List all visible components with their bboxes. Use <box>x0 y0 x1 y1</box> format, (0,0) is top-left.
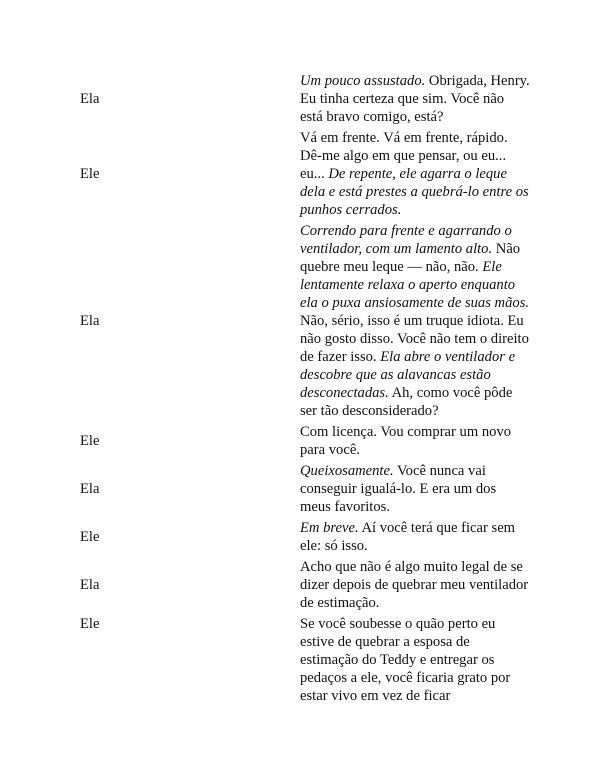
stage-direction: Correndo para frente e agarrando o ventilador, com um lamento alto. <box>300 223 512 257</box>
spoken-line: Não quebre meu leque — não, não. <box>300 241 521 275</box>
spoken-line: Se você soubesse o quão perto eu estive de quebrar a esposa de estimação do Teddy e entregar os pedaços a ele, você ficaria grato por estar vivo em vez de ficar <box>300 616 511 704</box>
dialogue-row <box>0 462 600 516</box>
stage-direction: Em breve. <box>300 520 359 536</box>
spoken-line: Aí você terá que ficar sem ele: só isso. <box>300 520 516 554</box>
spoken-line: Vá em frente. Vá em frente, rápido. Dê-me algo em que pensar, ou eu... eu... <box>300 130 508 182</box>
speech-text <box>300 558 530 612</box>
stage-direction: Ela abre o ventilador e descobre que as alavancas estão desconectadas. <box>300 349 516 401</box>
stage-direction: De repente, ele agarra o leque dela e está prestes a quebrá-lo entre os punhos cerrados. <box>300 166 529 218</box>
spoken-line: Não, sério, isso é um truque idiota. Eu não gosto disso. Você não tem o direito de fazer isso. <box>300 313 529 365</box>
speaker-name: Ele <box>80 433 100 449</box>
speaker-name: Ele <box>80 529 100 545</box>
speaker-name: Ele <box>80 166 100 182</box>
dialogue-row <box>0 222 600 420</box>
speech-text <box>300 615 530 705</box>
spoken-line: Acho que não é algo muito legal de se dizer depois de quebrar meu ventilador de estimação. <box>300 559 529 611</box>
dialogue-row <box>0 519 600 555</box>
stage-direction: Um pouco assustado. <box>300 73 426 89</box>
speech-text <box>300 72 530 126</box>
speaker-name: Ela <box>80 313 100 329</box>
spoken-line: Com licença. Vou comprar um novo para você. <box>300 424 512 458</box>
spoken-line: Obrigada, Henry. Eu tinha certeza que sim. Você não está bravo comigo, está? <box>300 73 530 125</box>
speech-text <box>300 222 530 420</box>
dialogue-row <box>0 558 600 612</box>
dialogue-row <box>0 423 600 459</box>
spoken-line: Ah, como você pôde ser tão desconsiderado? <box>300 385 513 419</box>
speaker-name: Ela <box>80 577 100 593</box>
speech-text <box>300 129 530 219</box>
speaker-name: Ela <box>80 481 100 497</box>
speaker-name: Ele <box>80 616 100 632</box>
speech-text <box>300 519 530 555</box>
stage-direction: Queixosamente. <box>300 463 394 479</box>
dialogue-row <box>0 129 600 219</box>
dialogue-list <box>0 72 600 708</box>
spoken-line: Você nunca vai conseguir igualá-lo. E era um dos meus favoritos. <box>300 463 497 515</box>
speech-text <box>300 462 530 516</box>
speaker-name: Ela <box>80 91 100 107</box>
stage-direction: Ele lentamente relaxa o aperto enquanto ela o puxa ansiosamente de suas mãos. <box>300 259 530 311</box>
dialogue-row <box>0 72 600 126</box>
dialogue-row <box>0 615 600 705</box>
speech-text <box>300 423 530 459</box>
